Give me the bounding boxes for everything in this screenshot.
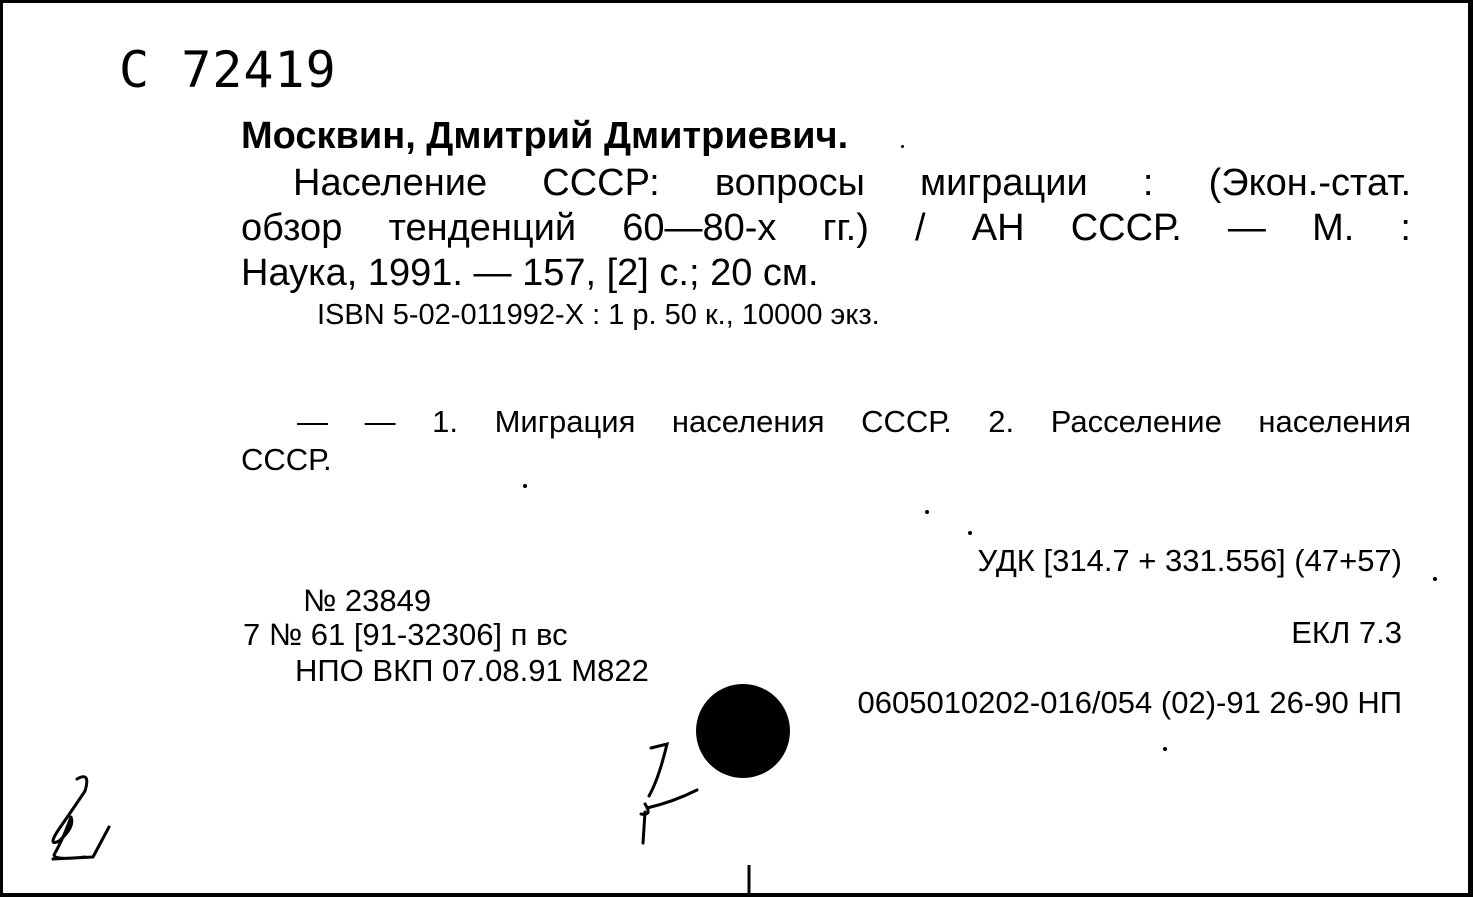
speck <box>1163 747 1167 751</box>
subject-line: — — 1. Миграция населения СССР. 2. Расселение населения <box>297 404 1411 439</box>
subject-line: СССР. <box>241 442 332 477</box>
speck <box>901 145 904 148</box>
author-heading: Москвин, Дмитрий Дмитриевич. <box>241 115 849 157</box>
subject-headings <box>241 403 1411 479</box>
record-number: № 23849 <box>303 583 432 618</box>
title-line: Наука, 1991. — 157, [2] с.; 20 см. <box>241 252 819 294</box>
title-line: Население СССР: вопросы миграции : (Экон.-стат. <box>293 162 1411 204</box>
margin-tick <box>745 865 753 897</box>
npo-line: НПО ВКП 07.08.91 М822 <box>295 653 649 688</box>
handwritten-seven-mark <box>623 738 713 848</box>
isbn-line: ISBN 5-02-011992-X : 1 р. 50 к., 10000 экз. <box>317 299 880 331</box>
speck <box>1433 577 1437 581</box>
call-number: C 72419 <box>119 41 337 99</box>
udc-classification: УДК [314.7 + 331.556] (47+57) <box>977 543 1402 578</box>
ekl-classification: ЕКЛ 7.3 <box>1291 615 1402 650</box>
speck <box>968 531 972 535</box>
speck <box>925 510 929 514</box>
order-line: 7 № 61 [91-32306] п вс <box>243 617 568 652</box>
title-line: обзор тенденций 60—80-х гг.) / АН СССР. — М. : <box>241 207 1411 249</box>
speck <box>523 484 527 488</box>
title-description <box>241 161 1411 296</box>
handwritten-two-mark <box>25 769 115 879</box>
publisher-code: 0605010202-016/054 (02)-91 26-90 НП <box>857 685 1402 720</box>
